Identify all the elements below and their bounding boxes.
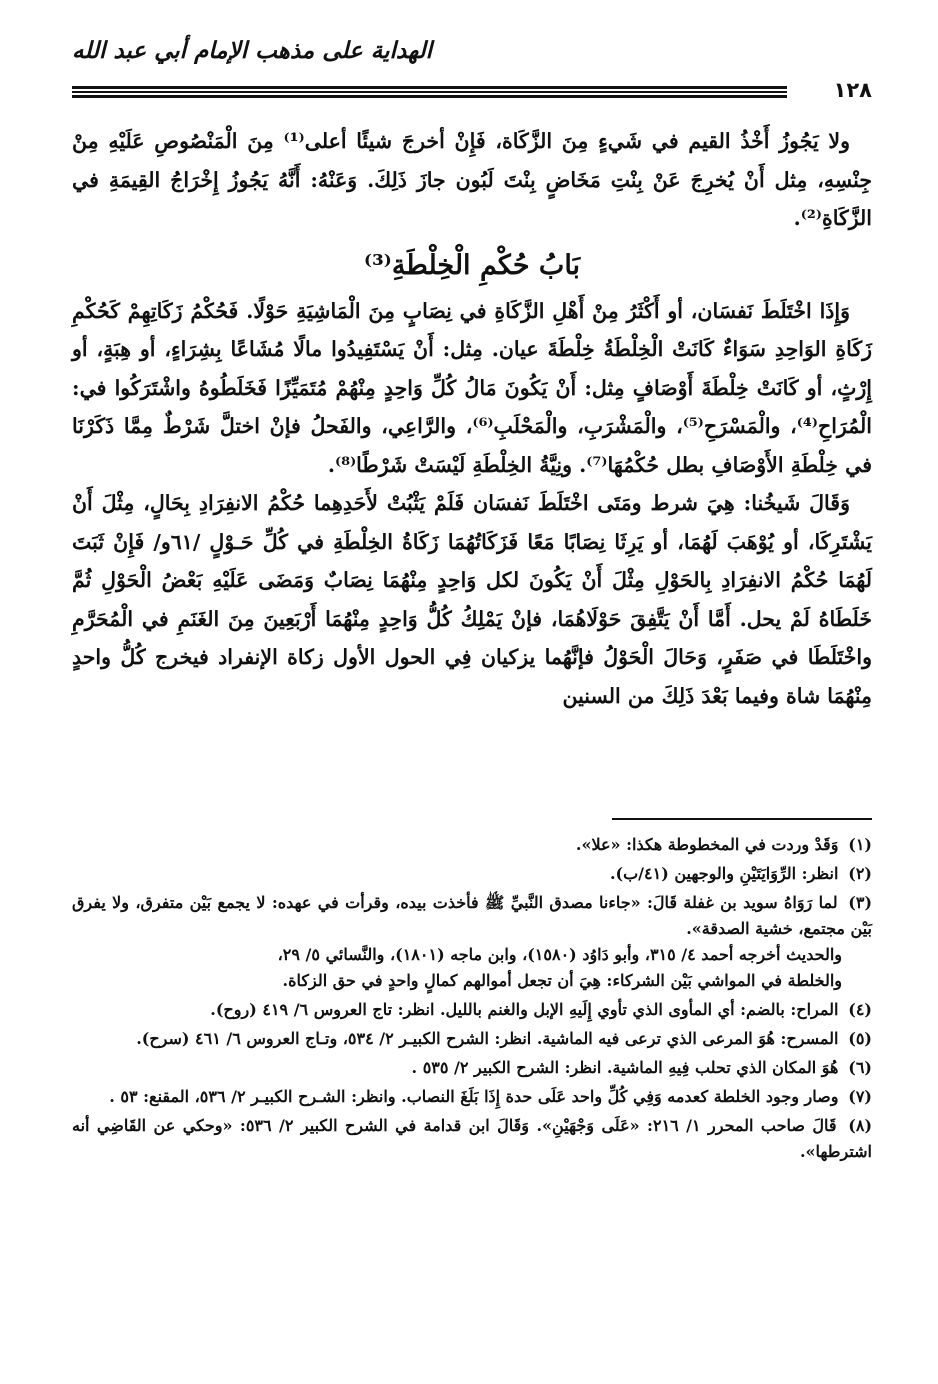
intro-paragraph: ولا يَجُوزُ أَخْذُ القيم في شَيءٍ مِنَ الزَّكَاة، فَإِنْ أخرجَ شيئًا أعلى⁽¹⁾ مِنَ الْمَنْصُوصِ عَلَيْهِ مِنْ جِنْسِهِ، مِثل أَنْ يُخرِجَ عَنْ بِنْتِ مَخَاضٍ بِنْتَ لَبُون جازَ ذَلِكَ. وَعَنْهُ: أَنَّهُ يَجُوزُ إِخْرَاجُ القِيمَةِ في الزَّكَاةِ⁽²⁾. xyxy=(72,129,872,230)
body-paragraph: وَإِذَا اخْتَلَطَ نَفسَان، أو أَكْثَرُ مِنْ أَهْلِ الزَّكَاةِ في نِصَابٍ مِنَ الْمَاشِيَةِ حَوْلًا. فَحُكْمُ زَكَاتِهِمْ كَحُكْمِ زَكَاةِ الوَاحِدِ سَوَاءٌ كَانَتْ الْخِلْطَةُ خِلْطَةَ عيان. مِثل: أَنْ يَسْتَفِيدُوا مالًا مُشَاعًا بِشِرَاءٍ، أو هِبَةٍ، أو إِرْثٍ، أو كَانَتْ خِلْطَةَ أَوْصَافٍ مِثل: أَنْ يَكُونَ مَالُ كُلِّ وَاحِدٍ مِنْهُمْ مُتَمَيِّزًا فَخَلَطُوهُ واشْتَرَكُوا في: الْمُرَاحِ⁽⁴⁾، والْمَسْرَحِ⁽⁵⁾، والْمَشْرَبِ، والْمَحْلَبِ⁽⁶⁾، والرَّاعِي، والفَحلُ فإنْ اختلَّ شَرْطٌ مِمَّا ذَكَرْنَا في خِلْطَةِ الأَوْصَافِ بطل حُكْمُهَا⁽⁷⁾. ونِيَّةُ الخِلْطَةِ لَيْسَتْ شَرْطًا⁽⁸⁾. xyxy=(72,298,872,477)
footnote-number: (٢) xyxy=(848,864,872,883)
running-header xyxy=(72,38,872,78)
header-rule-block xyxy=(72,78,872,102)
main-text xyxy=(72,122,872,715)
footnote-text: قَالَ صاحب المحرر ١/ ٢١٦: «عَلَى وَجْهَيْنِ». وَقَالَ ابن قدامة في الشرح الكبير ٢/ ٥٣٦: «وحكي عن القَاضِي أنه اشترطها». xyxy=(72,1116,872,1161)
footnote xyxy=(72,861,872,887)
footnote-continuation: والحديث أخرجه أحمد ٤/ ٣١٥، وأبو دَاوُد (١٥٨٠)، وابن ماجه (١٨٠١)، والنَّسائي ٥/ ٢٩، xyxy=(277,945,842,964)
footnote xyxy=(72,997,872,1023)
header-rule-line xyxy=(72,86,787,89)
footnote-continuation: والخلطة في المواشي بَيْن الشركاء: هِيَ أن تجعل أموالهم كمالٍ واحدٍ في حق الزكاة. xyxy=(282,971,842,990)
footnote-text: لما رَوَاهُ سويد بن غفلة قَالَ: «جاءنا مصدق النَّبيِّ ﷺ فأخذت بيده، وقرأت في عهده: لا يجمع بَيْن متفرق، ولا يفرق بَيْن مجتمع، خشية الصدقة». xyxy=(72,893,872,938)
chapter-heading: بَابُ حُكْمِ الْخِلْطَةِ⁽³⁾ xyxy=(363,249,581,281)
header-double-rule xyxy=(72,86,787,100)
footnote-separator xyxy=(612,818,872,820)
footnotes xyxy=(72,832,872,1168)
footnote xyxy=(72,1026,872,1052)
header-rule-line xyxy=(72,91,787,93)
footnote xyxy=(72,1055,872,1081)
running-title: الهداية على مذهب الإمام أبي عبد الله xyxy=(72,38,432,64)
page-number: ١٢٨ xyxy=(833,78,872,102)
footnote xyxy=(72,1084,872,1110)
body-paragraph: وَقَالَ شَيخُنا: هِيَ شرط ومَتَى اخْتَلَطَ نَفسَان فَلَمْ يَثْبُتْ لأَحَدِهِما حُكْمُ الانفِرَادِ بِحَالٍ، مِثْلَ أَنْ يَشْتَرِكَا، أو يُوْهَبَ لَهُمَا، أو يَرِثَا نِصَابًا مَعًا فَزَكَاتُهُمَا زَكَاةُ الخِلْطَةِ في كُلِّ حَـوْلٍ /٦١و/ فَإِنْ ثَبَتَ لَهُمَا حُكْمُ الانفِرَادِ بِالحَوْلِ مِثْلَ أَنْ يَكُونَ لكل وَاحِدٍ مِنْهُمَا نِصَابٌ وَمَضَى عَلَيْهِ بَعْضُ الْحَوْلِ ثُمَّ خَلَطَاهُ لَمْ يحل. أَمَّا أَنْ يَتَّفِقَ حَوْلَاهُمَا، فإنْ يَمْلِكُ كُلُّ وَاحِدٍ مِنْهُمَا أَرْبَعِينَ مِنَ الغَنَمِ في الْمُحَرَّمِ واخْتَلَطَا في صَفَرٍ، وَحَالَ الْحَوْلُ فإنَّهُما يزكيان فِي الحول الأول زكاة الإنفراد فيخرج كُلُّ واحدٍ مِنْهُمَا شاة وفيما بَعْدَ ذَلِكَ من السنين xyxy=(72,491,872,708)
footnote xyxy=(72,890,872,994)
footnote-text: انظر: الرِّوَايَتَيْنِ والوجهين (٤١/ب). xyxy=(609,864,839,883)
footnote-text: وَقَدْ وردت في المخطوطة هكذا: «علا». xyxy=(575,835,839,854)
footnote xyxy=(72,1113,872,1165)
header-rule-line xyxy=(72,95,787,98)
footnote-number: (٧) xyxy=(848,1087,872,1106)
footnote-number: (٦) xyxy=(848,1058,872,1077)
footnote-text: المسرح: هُوَ المرعى الذي ترعى فيه الماشية. انظر: الشرح الكبيـر ٢/ ٥٣٤، وتـاج العروس ٦/ ٤٦١ (سرح). xyxy=(136,1029,839,1048)
footnote-number: (١) xyxy=(848,835,872,854)
footnote-text: وصار وجود الخلطة كعدمه وَفِي كُلِّ واحد عَلَى حدة إِذَا بَلَغَ النصاب. وانظر: الشـرح الكبيـر ٢/ ٥٣٦، المقنع: ٥٣ . xyxy=(109,1087,839,1106)
footnote-number: (٥) xyxy=(848,1029,872,1048)
footnote-number: (٣) xyxy=(848,893,873,912)
footnote-number: (٤) xyxy=(848,1000,872,1019)
footnote-text: هُوَ المكان الذي تحلب فِيهِ الماشية. انظر: الشرح الكبير ٢/ ٥٣٥ . xyxy=(411,1058,839,1077)
footnote xyxy=(72,832,872,858)
book-page xyxy=(72,0,872,1384)
footnote-text: المراح: بالضم: أي المأوى الذي تأوي إِلَيهِ الإبل والغنم بالليل. انظر: تاج العروس ٦/ ٤١٩ (روح). xyxy=(210,1000,839,1019)
footnote-number: (٨) xyxy=(848,1116,873,1135)
